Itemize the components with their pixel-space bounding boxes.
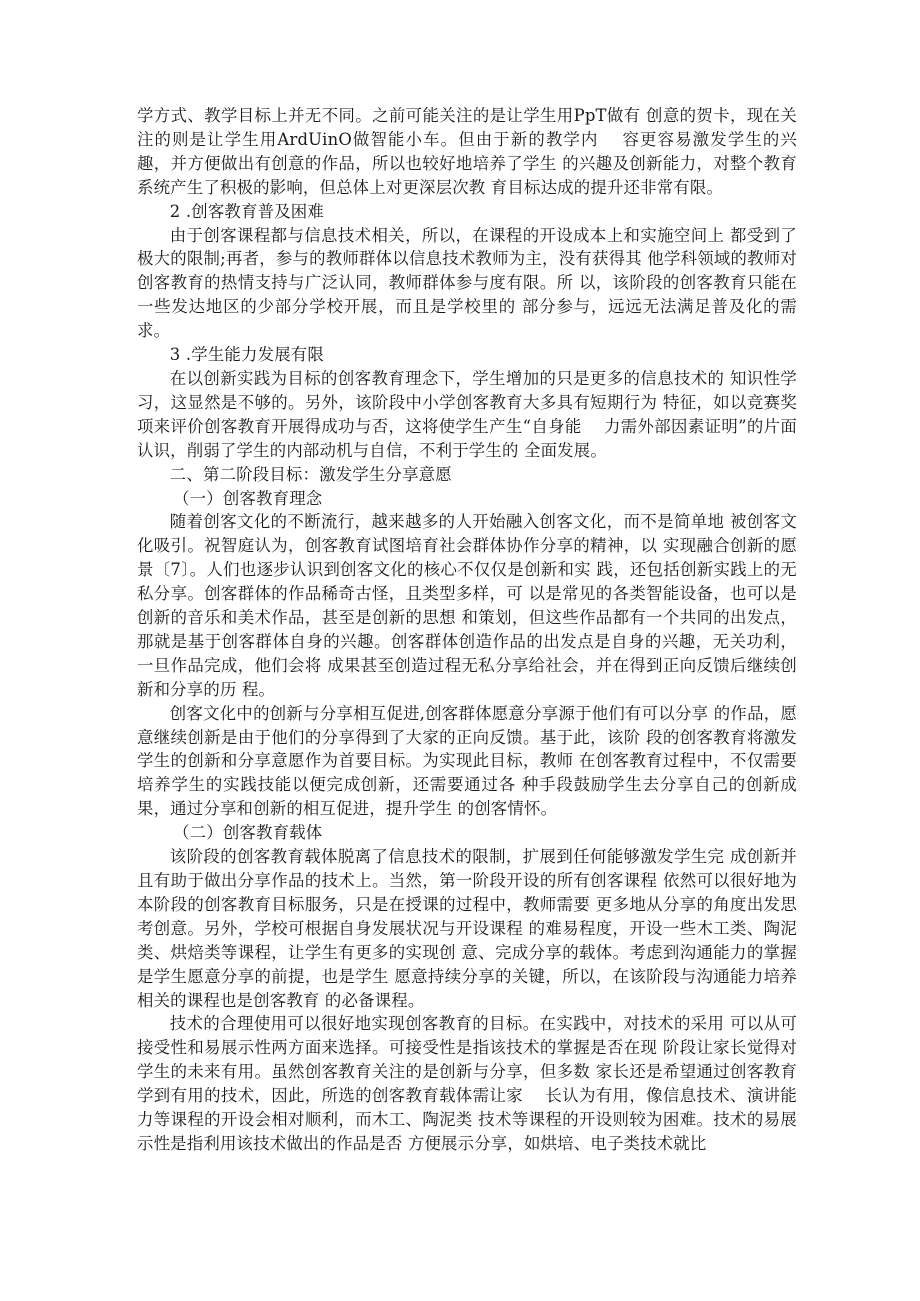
heading-3-student-ability: 3 .学生能力发展有限 [169,345,324,365]
paragraph-1: 学方式、教学目标上并无不同。之前可能关注的是让学生用PpT做有 创意的贺卡，现在关注的则是让学生用ArdUinO做智能小车。但由于新的教学内 容更容易激发学生的兴趣，并方便做出有创意的作品，所以也较好地培养了学生 的兴趣及创新能力，对整个教育系统产生了积极的影响，但总体上对更深层次教 育目标达成的提升还非常有限。 [137,106,797,197]
paragraph-4: 随着创客文化的不断流行，越来越多的人开始融入创客文化，而不是简单地 被创客文化吸引。祝智庭认为，创客教育试图培育社会群体协作分享的精神，以 实现融合创新的愿景〔7〕。人们也逐步认识到创客文化的核心不仅仅是创新和实 践，还包括创新实践上的无私分享。创客群体的作品稀奇古怪，且类型多样，可 以是常见的各类智能设备，也可以是创新的音乐和美术作品，甚至是创新的思想 和策划，但这些作品都有一个共同的出发点，那就是基于创客群体自身的兴趣。创客群体创造作品的出发点是自身的兴趣，无关功利，一旦作品完成，他们会将 成果甚至创造过程无私分享给社会，并在得到正向反馈后继续创新和分享的历 程。 [137,512,797,699]
paragraph-2: 由于创客课程都与信息技术相关，所以，在课程的开设成本上和实施空间上 都受到了极大的限制;再者，参与的教师群体以信息技术教师为主，没有获得其 他学科领域的教师对创客教育的热情支持与广泛认同，教师群体参与度有限。所 以，该阶段的创客教育只能在一些发达地区的少部分学校开展，而且是学校里的 部分参与，远远无法满足普及化的需求。 [137,225,797,341]
subheading-concept: （一）创客教育理念 [173,488,323,508]
paragraph-7: 技术的合理使用可以很好地实现创客教育的目标。在实践中，对技术的采用 可以从可接受性和易展示性两方面来选择。可接受性是指该技术的掌握是否在现 阶段让家长觉得对学生的未来有用。虽然创客教育关注的是创新与分享，但多数 家长还是希望通过创客教育学到有用的技术，因此，所选的创客教育载体需让家 长认为有用，像信息技术、演讲能力等课程的开设会相对顺利，而木工、陶泥类 技术等课程的开设则较为困难。技术的易展示性是指利用该技术做出的作品是否 方便展示分享，如烘培、电子类技术就比 [137,1014,797,1153]
section-heading-stage-two: 二、第二阶段目标：激发学生分享意愿 [169,464,452,484]
paragraph-5: 创客文化中的创新与分享相互促进,创客群体愿意分享源于他们有可以分享 的作品，愿意继续创新是由于他们的分享得到了大家的正向反馈。基于此，该阶 段的创客教育将激发学生的创新和分享意愿作为首要目标。为实现此目标，教师 在创客教育过程中，不仅需要培养学生的实践技能以便完成创新，还需要通过各 种手段鼓励学生去分享自己的创新成果，通过分享和创新的相互促进，提升学生 的创客情怀。 [137,703,797,819]
paragraph-3: 在以创新实践为目标的创客教育理念下，学生增加的只是更多的信息技术的 知识性学习，这显然是不够的。另外，该阶段中小学创客教育大多具有短期行为 特征，如以竞赛奖项来评价创客教育开展得成功与否，这将使学生产生“自身能 力需外部因素证明”的片面认识，削弱了学生的内部动机与自信，不利于学生的 全面发展。 [137,368,797,460]
heading-2-popularization: 2 .创客教育普及困难 [169,201,324,221]
paragraph-6: 该阶段的创客教育载体脱离了信息技术的限制，扩展到任何能够激发学生完 成创新并且有助于做出分享作品的技术上。当然，第一阶段开设的所有创客课程 依然可以很好地为本阶段的创客教育目标服务，只是在授课的过程中，教师需要 更多地从分享的角度出发思考创意。另外，学校可根据自身发展状况与开设课程 的难易程度，开设一些木工类、陶泥类、烘焙类等课程，让学生有更多的实现创 意、完成分享的载体。考虑到沟通能力的掌握是学生愿意分享的前提，也是学生 愿意持续分享的关键，所以，在该阶段与沟通能力培养相关的课程也是创客教育 的必备课程。 [137,847,797,1010]
document-page [137,104,797,1156]
subheading-carrier: （二）创客教育载体 [173,823,323,843]
